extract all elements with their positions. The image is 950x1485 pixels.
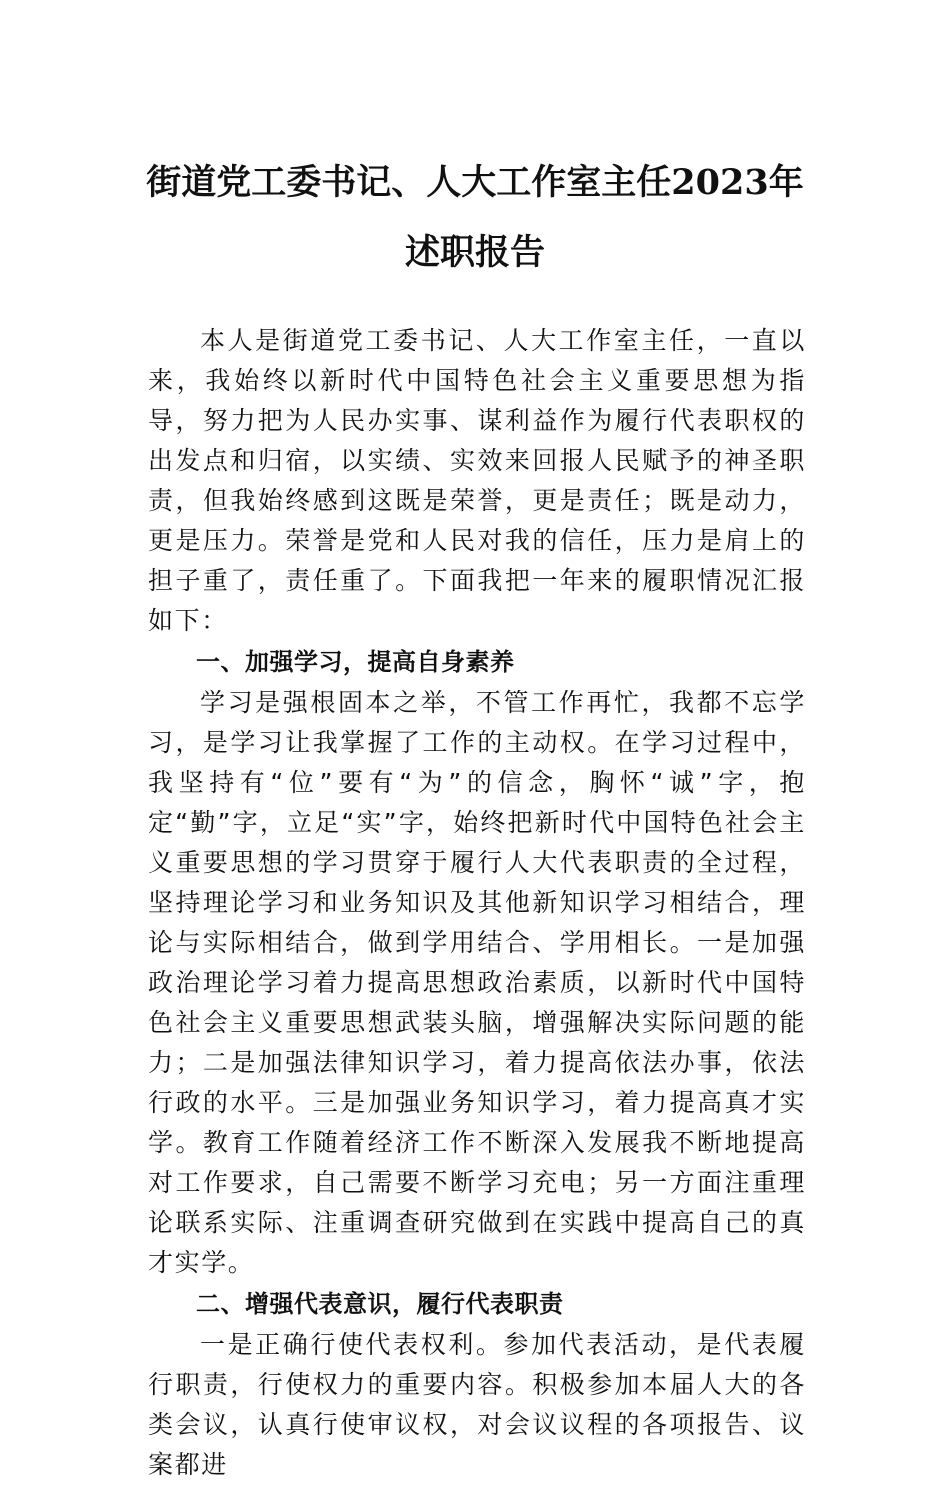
section-heading-1: 一、加强学习，提高自身素养 (196, 648, 515, 676)
study-paragraph: 学习是强根固本之举，不管工作再忙，我都不忘学习，是学习让我掌握了工作的主动权。在学习过程中，我坚持有“位”要有“为”的信念，胸怀“诚”字，抱定“勤”字，立足“实”字，始终把新时代中国特色社会主义重要思想的学习贯穿于履行人大代表职责的全过程，坚持理论学习和业务知识及其他新知识学习相结合，理论与实际相结合，做到学用结合、学用相长。一是加强政治理论学习着力提高思想政治素质，以新时代中国特色社会主义重要思想武装头脑，增强解决实际问题的能力；二是加强法律知识学习，着力提高依法办事，依法行政的水平。三是加强业务知识学习，着力提高真才实学。教育工作随着经济工作不断深入发展我不断地提高对工作要求，自己需要不断学习充电；另一方面注重理论联系实际、注重调查研究做到在实践中提高自己的真才实学。 (148, 688, 806, 1277)
section-heading-2: 二、增强代表意识，履行代表职责 (196, 1290, 564, 1318)
duty-paragraph: 一是正确行使代表权利。参加代表活动，是代表履行职责，行使权力的重要内容。积极参加本届人大的各类会议，认真行使审议权，对会议议程的各项报告、议案都进 (148, 1330, 806, 1479)
document-title-line-1: 街道党工委书记、人大工作室主任2023年 (146, 162, 804, 203)
intro-paragraph: 本人是街道党工委书记、人大工作室主任，一直以来，我始终以新时代中国特色社会主义重要思想为指导，努力把为人民办实事、谋利益作为履行代表职权的出发点和归宿，以实绩、实效来回报人民赋予的神圣职责，但我始终感到这既是荣誉，更是责任；既是动力，更是压力。荣誉是党和人民对我的信任，压力是肩上的担子重了，责任重了。下面我把一年来的履职情况汇报如下： (148, 326, 806, 635)
document-title-line-2: 述职报告 (404, 232, 545, 273)
document-body (148, 321, 806, 1485)
